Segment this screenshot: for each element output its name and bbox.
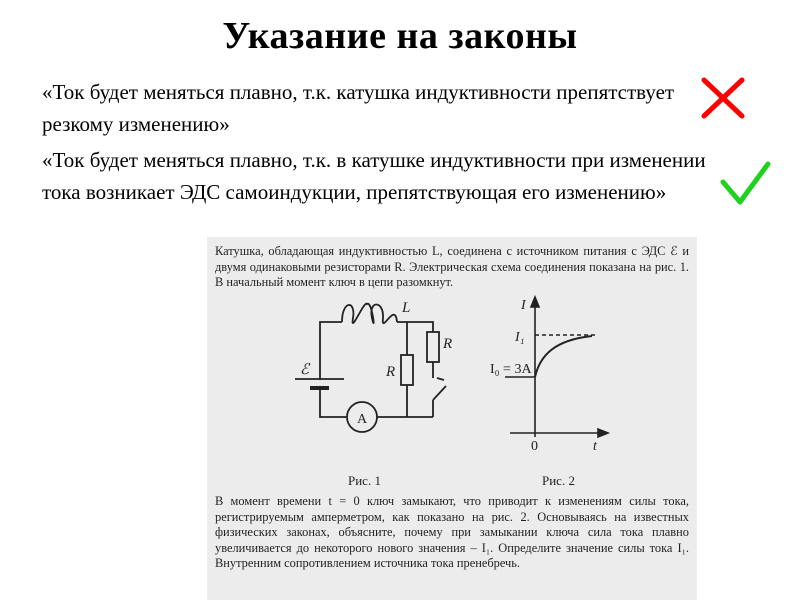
resistor-middle [401, 355, 413, 385]
origin-label: 0 [531, 439, 538, 454]
label-emf: ℰ [300, 362, 310, 378]
current-curve [535, 336, 592, 377]
label-R1: R [386, 364, 396, 380]
resistor-right [427, 332, 439, 362]
I0-label: I₀ = 3A [490, 362, 532, 377]
y-axis-label: I [521, 298, 526, 313]
switch [433, 386, 446, 400]
problem-question: В момент времени t = 0 ключ замыкают, что приводит к изменениям силы тока, регистрируемым амперметром, как показано на рис. 2. Основываясь на известных физических законах, объясните, почему при замыкании ключа сила тока плавно увеличивается до некоторого нового значения – I₁. Определите значение силы тока I₁. Внутренним сопротивлением источника тока пренебречь. [215, 494, 689, 571]
problem-intro: Катушка, обладающая индуктивностью L, соединена с источником питания с ЭДС ℰ и двумя одинаковыми резисторами R. Электрическая схема соединения показана на рис. 1. В начальный момент ключ в цепи разомкнут. [215, 244, 689, 290]
inductor-coil [342, 304, 397, 324]
fig2-caption: Рис. 2 [542, 473, 575, 488]
fig1-caption: Рис. 1 [348, 473, 381, 488]
label-L: L [402, 300, 411, 316]
slide-title: Указание на законы [222, 15, 578, 57]
circuit-diagram [295, 304, 446, 432]
ammeter-label: A [357, 412, 368, 427]
I1-label: I₁ [515, 330, 525, 345]
label-R2: R [443, 336, 453, 352]
statement-correct: «Ток будет меняться плавно, т.к. в катушке индуктивности при изменении тока возникает ЭДС самоиндукции, препятствующая его изменению» [42, 148, 706, 204]
statement-wrong: «Ток будет меняться плавно, т.к. катушка индуктивности препятствует резкому изменению» [42, 80, 675, 136]
x-axis-label: t [593, 439, 597, 454]
